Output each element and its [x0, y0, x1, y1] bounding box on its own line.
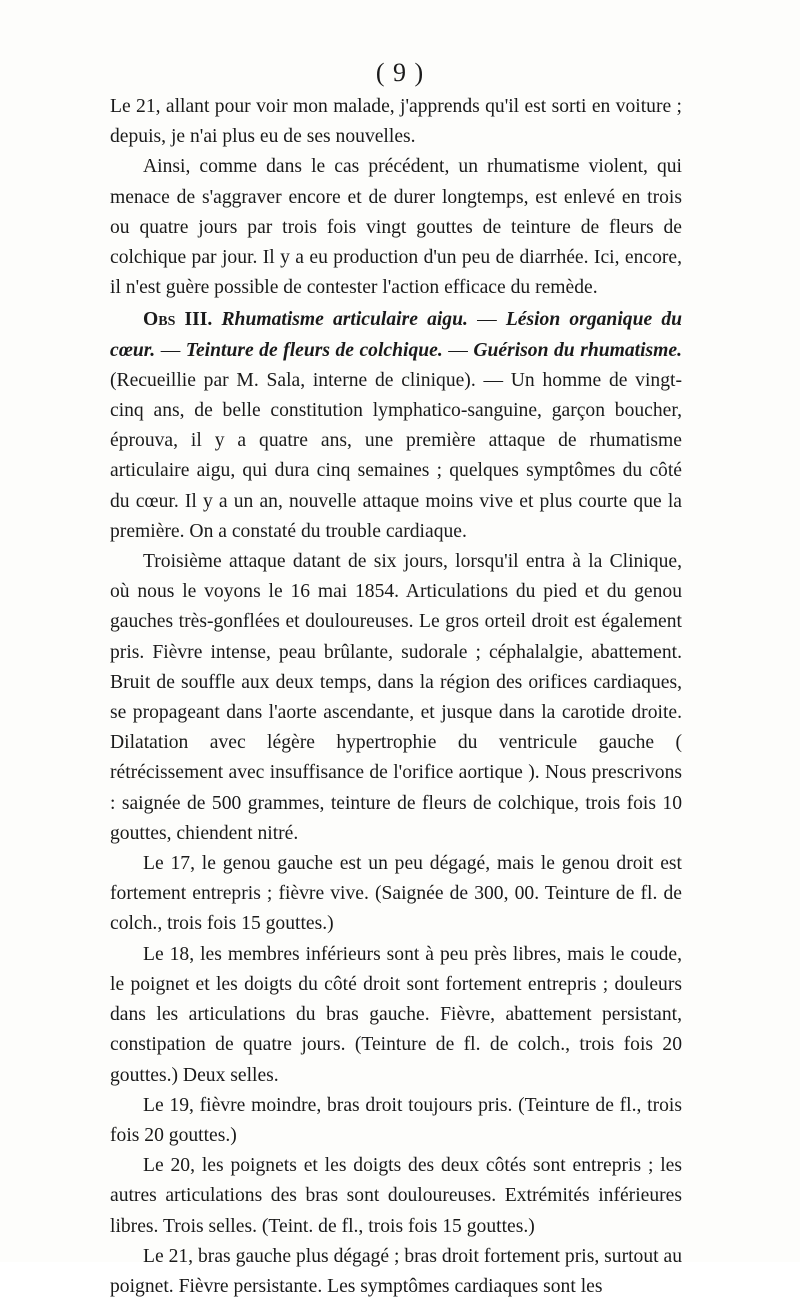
paragraph-1: Le 21, allant pour voir mon malade, j'apprends qu'il est sorti en voiture ; depuis, je n'ai plus eu de ses nouvelles. [110, 96, 682, 148]
paragraph-7: Le 20, les poignets et les doigts des deux côtés sont entrepris ; les autres articulations des bras sont douloureuses. Extrémités inférieures libres. Trois selles. (Teint. de fl., trois fois 15 gouttes.) [110, 1155, 682, 1237]
observation-title-1: Rhumatisme articulaire aigu. [221, 309, 468, 331]
observation-title-3: Teinture de fleurs de colchique. [185, 339, 443, 361]
paragraph-4: Le 17, le genou gauche est un peu dégagé, mais le genou droit est fortement entrepris ; fièvre vive. (Saignée de 300, 00. Teinture de fl. de colch., trois fois 15 gouttes.) [110, 853, 682, 935]
page-number: ( 9 ) [375, 58, 425, 87]
observation-sep-2: — [155, 339, 186, 361]
observation-sep-3: — [442, 339, 474, 361]
observation-label: Obs III. [143, 309, 213, 331]
observation-title-4: Guérison du rhumatisme. [473, 339, 682, 361]
body-text [110, 92, 682, 1302]
paragraph-2: Ainsi, comme dans le cas précédent, un rhumatisme violent, qui menace de s'aggraver encore et de durer longtemps, est enlevé en trois ou quatre jours par trois fois vingt gouttes de teinture de fleurs de colchique par jour. Il y a eu production d'un peu de diarrhée. Ici, encore, il n'est guère possible de contester l'action efficace du remède. [110, 156, 682, 299]
observation-body: (Recueillie par M. Sala, interne de clinique). — Un homme de vingt-cinq ans, de belle constitution lymphatico-sanguine, garçon boucher, éprouva, il y a quatre ans, une première attaque de rhumatisme articulaire aigu, qui dura cinq semaines ; quelques symptômes du côté du cœur. Il y a un an, nouvelle attaque moins vive et plus courte que la première. On a constaté du trouble cardiaque. [110, 369, 682, 542]
observation-paragraph [110, 305, 682, 547]
observation-title-2: Lésion organique du cœur. [110, 309, 683, 361]
paragraph-6: Le 19, fièvre moindre, bras droit toujours pris. (Teinture de fl., trois fois 20 gouttes.) [110, 1094, 682, 1146]
paragraph-5: Le 18, les membres inférieurs sont à peu près libres, mais le coude, le poignet et les doigts du côté droit sont fortement entrepris ; douleurs dans les articulations du bras gauche. Fièvre, abattement persistant, constipation de quatre jours. (Teinture de fl. de colch., trois fois 20 gouttes.) Deux selles. [110, 943, 682, 1086]
observation-sep-1: — [467, 309, 506, 331]
paragraph-3: Troisième attaque datant de six jours, lorsqu'il entra à la Clinique, où nous le voyons le 16 mai 1854. Articulations du pied et du genou gauches très-gonflées et douloureuses. Le gros orteil droit est également pris. Fièvre intense, peau brûlante, sudorale ; céphalalgie, abattement. Bruit de souffle aux deux temps, dans la région des orifices cardiaques, se propageant dans l'aorte ascendante, et jusque dans la carotide droite. Dilatation avec légère hypertrophie du ventricule gauche ( rétrécissement avec insuffisance de l'orifice aortique ). Nous prescrivons : saignée de 500 grammes, teinture de fleurs de colchique, trois fois 10 gouttes, chiendent nitré. [110, 551, 682, 844]
paragraph-8: Le 21, bras gauche plus dégagé ; bras droit fortement pris, surtout au poignet. Fièvre persistante. Les symptômes cardiaques sont les [110, 1245, 682, 1297]
